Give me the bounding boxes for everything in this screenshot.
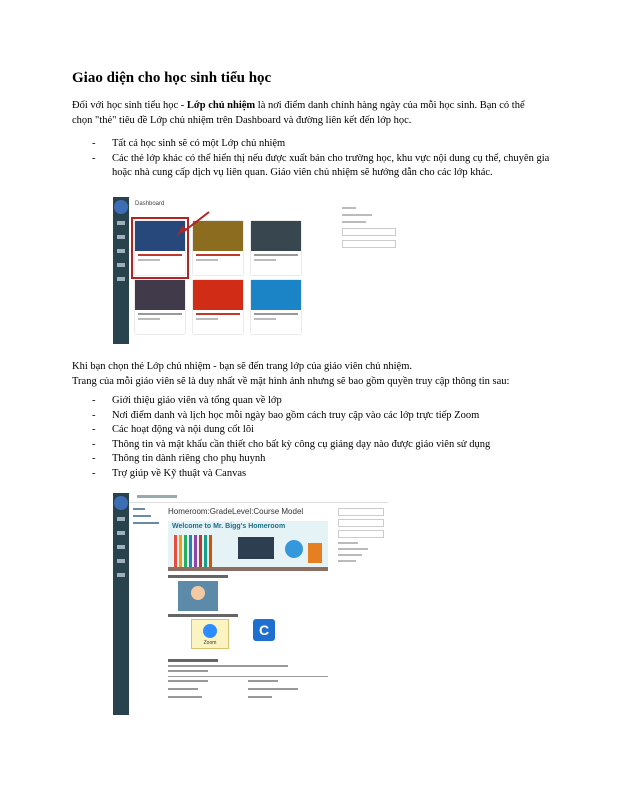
card-title [196, 313, 240, 315]
card-subtitle [138, 318, 160, 320]
nav-icon [117, 221, 125, 225]
bullet-item: - Thông tin dành riêng cho phụ huynh [92, 452, 552, 467]
para-2-line-2: Trang của mỗi giáo viên sẽ là duy nhất về mặt hình ảnh nhưng sẽ bao gồm quyền truy cập thông tin sau: [72, 376, 510, 387]
section-text [168, 665, 288, 667]
section-text [168, 670, 208, 672]
intro-text: Đối với học sinh tiểu học - [72, 100, 187, 111]
zoom-label: Zoom [203, 640, 217, 646]
dashboard-header: Dashboard [135, 201, 165, 207]
global-nav [113, 493, 129, 715]
card-subtitle [196, 259, 218, 261]
canvas-button[interactable]: C [253, 619, 275, 641]
card-color [193, 280, 243, 310]
nav-icon [117, 263, 125, 267]
zoom-button[interactable] [191, 619, 229, 649]
bullet-item: - Trợ giúp về Kỹ thuật và Canvas [92, 467, 552, 482]
course-card[interactable] [251, 280, 301, 334]
global-nav [113, 197, 129, 344]
sidebar-button[interactable] [338, 519, 384, 527]
bullet-list-2 [92, 394, 552, 481]
intro-text-2: là nơi điểm danh chính hàng ngày của mỗi học sinh. Bạn có thể [255, 100, 525, 111]
info-table [168, 676, 328, 713]
nav-icon [117, 277, 125, 281]
card-subtitle [196, 318, 218, 320]
card-title [196, 254, 240, 256]
bullet-item: - Các hoạt động và nội dung cốt lõi [92, 423, 552, 438]
zoom-icon [203, 624, 217, 638]
section-heading [168, 659, 218, 662]
card-subtitle [254, 259, 276, 261]
course-card[interactable] [251, 221, 301, 275]
nav-icon [117, 559, 125, 563]
course-heading: Homeroom:GradeLevel:Course Model [168, 507, 304, 516]
course-card[interactable] [193, 280, 243, 334]
breadcrumb [129, 493, 388, 503]
page-title: Giao diện cho học sinh tiểu học [72, 70, 272, 86]
dashboard-screenshot [113, 197, 400, 344]
card-title [254, 313, 298, 315]
caption [168, 575, 228, 578]
welcome-banner [168, 521, 328, 571]
bullet-item: - Tất cả học sinh sẽ có một Lớp chủ nhiệm [92, 137, 552, 152]
course-sidebar [338, 508, 384, 566]
para-2 [72, 359, 572, 389]
caption [168, 614, 238, 617]
bullet-item: - Các thẻ lớp khác có thể hiển thị nếu được xuất bản cho trường học, khu vực nội dung cụ thể, chuyên gia hoặc nhà cung cấp dịch vụ liên quan. Giáo viên chủ nhiệm sẽ hướng dẫn cho các lớp khác. [92, 152, 552, 181]
homeroom-screenshot [113, 493, 388, 715]
nav-icon [117, 235, 125, 239]
bullet-item: - Nơi điểm danh và lịch học mỗi ngày bao gồm cách truy cập vào các lớp trực tiếp Zoom [92, 409, 552, 424]
course-nav [133, 508, 163, 529]
teacher-video-thumbnail[interactable] [178, 581, 218, 611]
nav-icon [117, 545, 125, 549]
card-title [254, 254, 298, 256]
para-2-line-1: Khi bạn chọn thẻ Lớp chủ nhiệm - bạn sẽ đến trang lớp của giáo viên chủ nhiệm. [72, 361, 413, 372]
bullet-item: - Giới thiệu giáo viên và tổng quan về lớp [92, 394, 552, 409]
sidebar-button[interactable] [342, 228, 396, 236]
intro-line-1 [72, 98, 552, 113]
pointer-arrow-icon [173, 210, 213, 238]
intro-line-2: chọn "thẻ" tiêu đề Lớp chủ nhiệm trên Dashboard và đường liên kết đến lớp học. [72, 115, 412, 126]
dashboard-sidebar [342, 207, 396, 248]
card-color [251, 221, 301, 251]
card-title [138, 313, 182, 315]
nav-icon [117, 531, 125, 535]
bullet-list-1 [92, 137, 552, 181]
card-subtitle [254, 318, 276, 320]
course-card[interactable] [135, 280, 185, 334]
nav-icon [117, 573, 125, 577]
sidebar-button[interactable] [338, 530, 384, 538]
logo-icon [114, 496, 128, 510]
bullet-item: - Thông tin và mật khẩu cần thiết cho bất kỳ công cụ giảng dạy nào được giáo viên sử dụng [92, 438, 552, 453]
card-color [251, 280, 301, 310]
nav-bg [113, 493, 129, 715]
intro-bold: Lớp chủ nhiệm [186, 100, 256, 111]
nav-icon [117, 517, 125, 521]
card-color [135, 280, 185, 310]
sidebar-button[interactable] [338, 508, 384, 516]
classroom-illustration-icon [168, 521, 328, 571]
intro-paragraph [72, 98, 552, 128]
sidebar-button[interactable] [342, 240, 396, 248]
banner-title: Welcome to Mr. Bigg's Homeroom [172, 523, 286, 530]
logo-icon [114, 200, 128, 214]
nav-icon [117, 249, 125, 253]
